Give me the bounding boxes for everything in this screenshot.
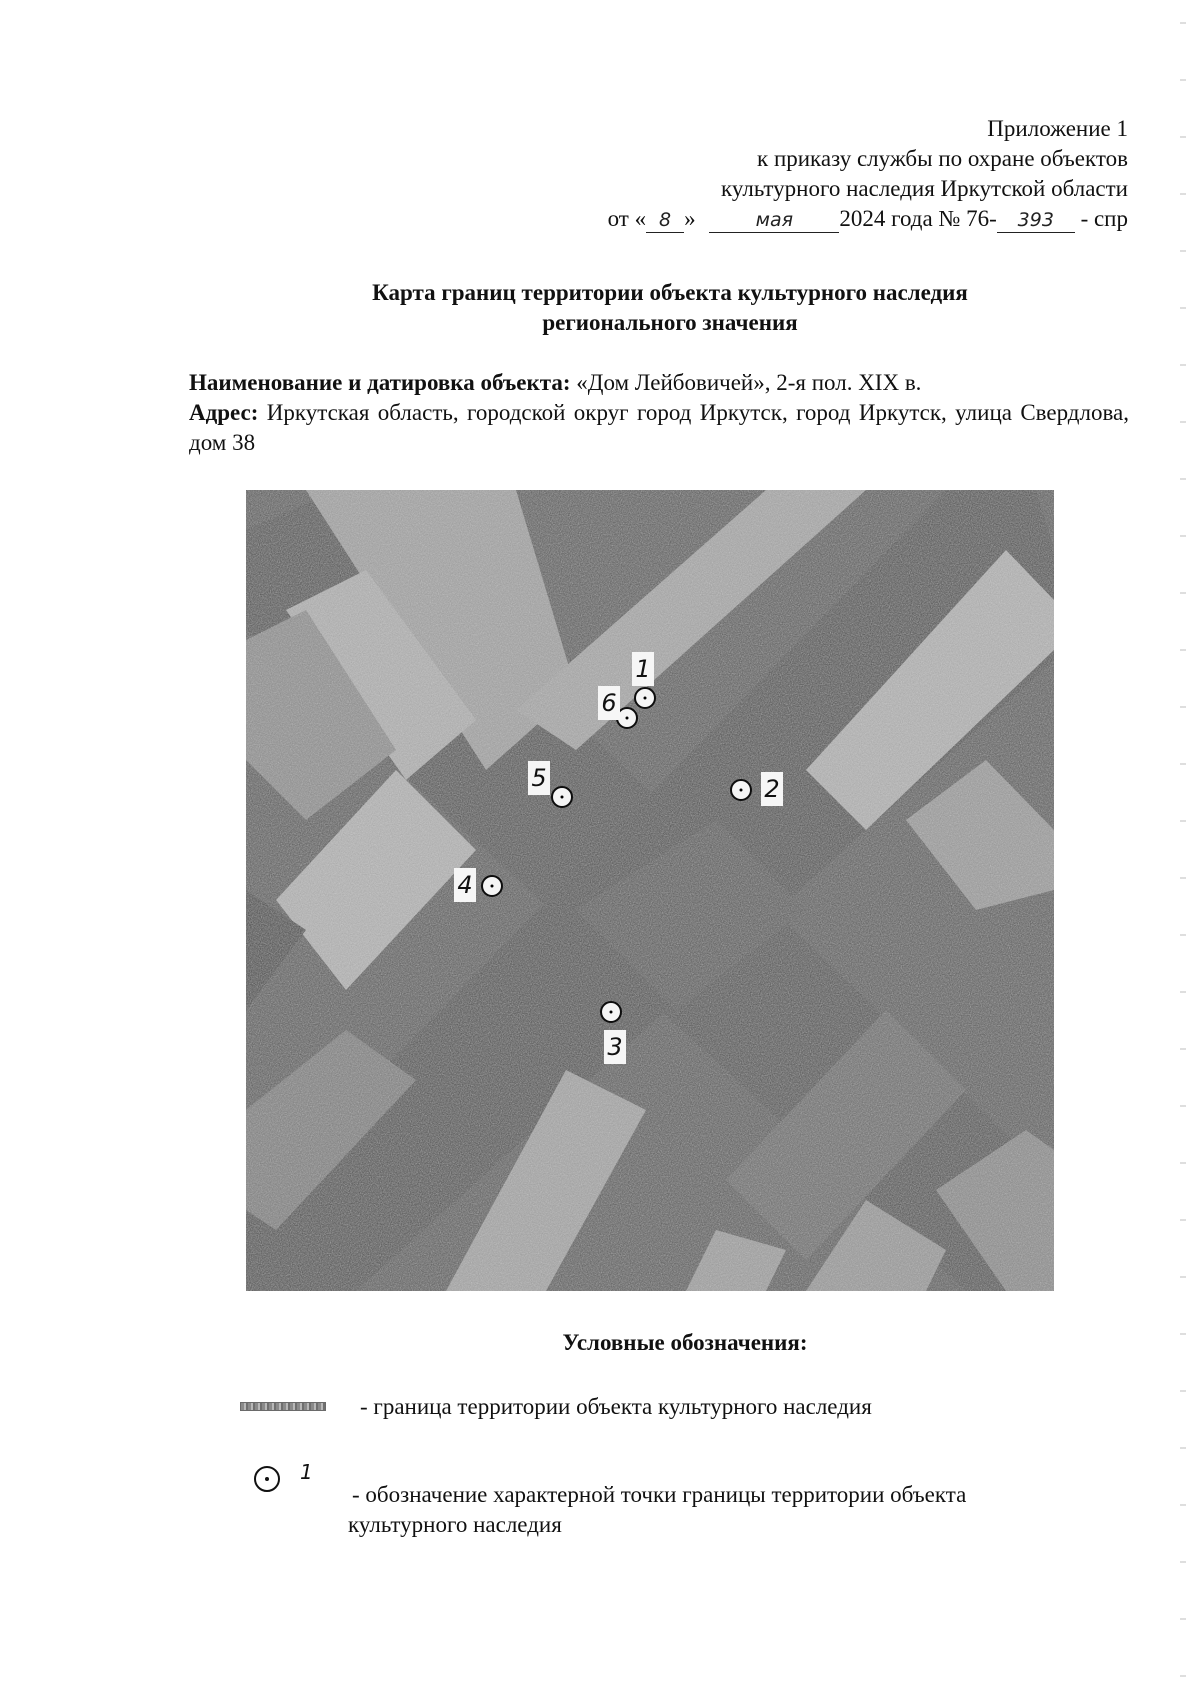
boundary-point-legend-icon [254,1466,280,1492]
boundary-line-legend-text: - граница территории объекта культурного наследия [360,1394,872,1419]
handwritten-day: 8 [646,208,684,233]
boundary-line-legend-icon [240,1402,326,1411]
aerial-map [246,490,1054,1291]
aerial-map-imagery [246,490,1054,1291]
boundary-point-label-4: 4 [454,868,476,902]
appendix-authority-line: культурного наследия Иркутской области [721,176,1128,201]
boundary-point-label-6: 6 [598,686,620,720]
boundary-point-label-5: 5 [528,761,550,795]
boundary-point-marker-4[interactable] [481,875,503,897]
boundary-point-marker-5[interactable] [551,786,573,808]
object-name-label: Наименование и датировка объекта: [189,370,571,395]
order-suffix: - спр [1080,206,1128,231]
boundary-point-label-3: 3 [604,1030,626,1064]
title-line-2: регионального значения [542,310,798,335]
boundary-point-legend-text-line1: - обозначение характерной точки границы территории объекта [352,1482,967,1507]
object-name-value: «Дом Лейбовичей», 2-я пол. XIX в. [576,370,922,395]
title-line-1: Карта границ территории объекта культурного наследия [372,280,968,305]
boundary-point-marker-2[interactable] [730,779,752,801]
boundary-point-label-1: 1 [632,652,654,686]
handwritten-order-number: 393 [997,208,1075,233]
date-quote-close: » [684,206,696,231]
date-prefix: от « [607,206,647,231]
object-address-value: Иркутская область, городской округ город Иркутск, город Иркутск, улица Свердлова, дом 38 [189,400,1130,455]
object-info [189,368,1129,458]
boundary-point-label-2: 2 [761,772,783,806]
boundary-point-legend-text-line2: культурного наследия [348,1512,562,1537]
object-address-row [189,398,1129,458]
handwritten-month: мая [709,208,839,233]
boundary-point-legend-number: 1 [300,1460,313,1484]
appendix-header [608,114,1128,234]
document-title [0,278,1200,338]
order-date-line [608,204,1128,234]
boundary-point-marker-3[interactable] [600,1001,622,1023]
legend-title: Условные обозначения: [562,1330,808,1355]
appendix-number: Приложение 1 [987,116,1128,141]
boundary-point-legend-text [348,1480,1132,1540]
object-address-label: Адрес: [189,400,259,425]
appendix-order-line: к приказу службы по охране объектов [757,146,1128,171]
boundary-point-marker-1[interactable] [634,687,656,709]
scan-artifact-dots [1180,0,1186,1697]
year-and-number-prefix: 2024 года № 76- [839,206,997,231]
object-name-row [189,368,1129,398]
